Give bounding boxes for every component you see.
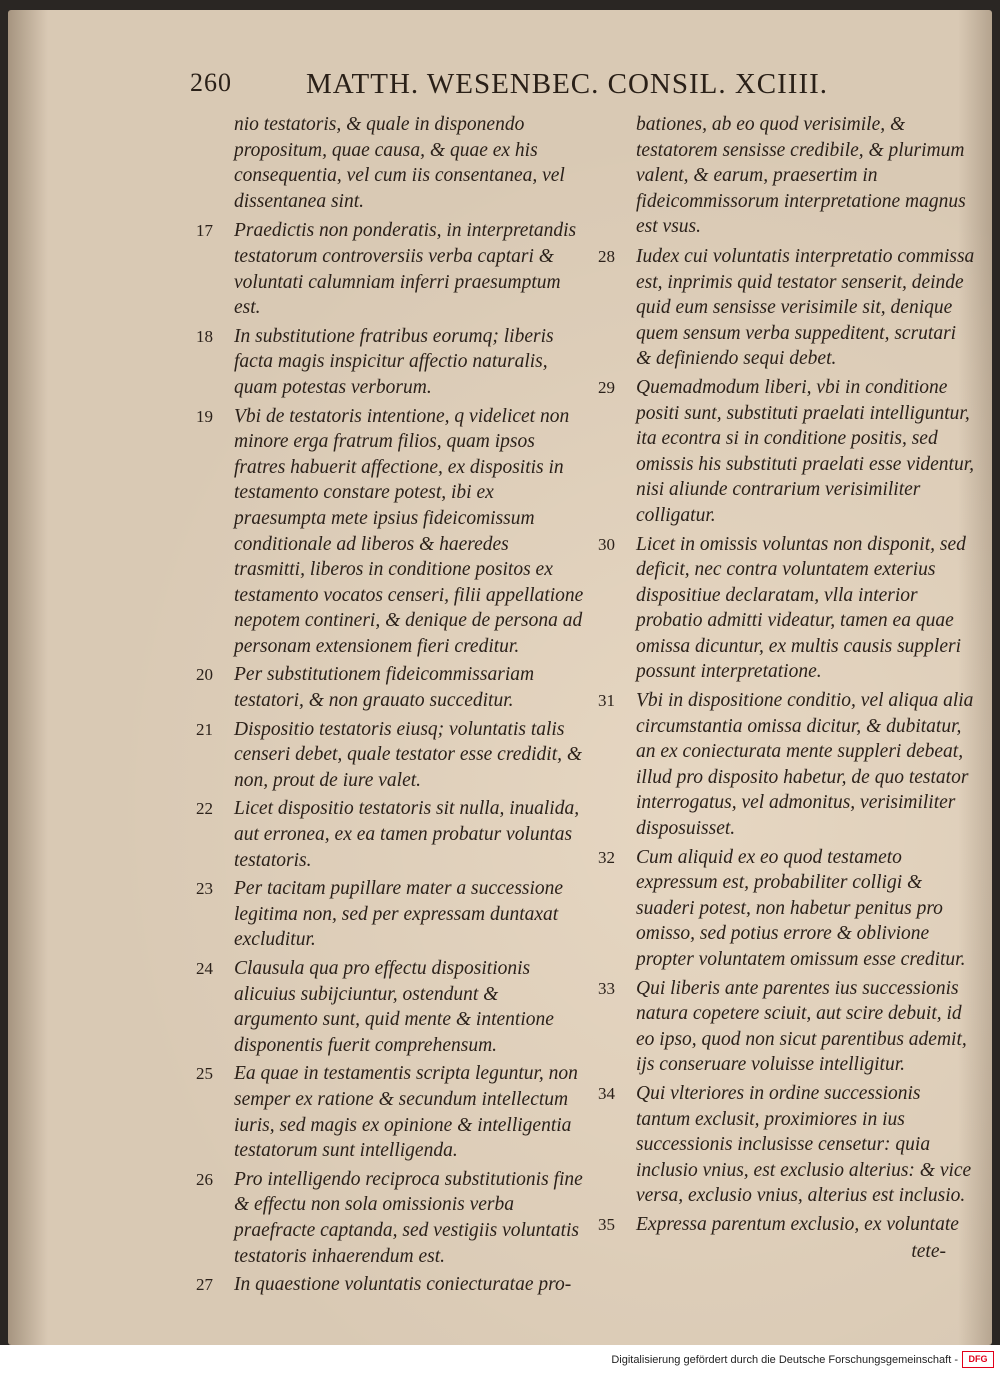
right-column <box>586 112 976 1264</box>
entry-number: 26 <box>196 1169 213 1189</box>
left-column <box>184 112 584 1301</box>
book-page <box>8 10 992 1345</box>
right-continuation: bationes, ab eo quod verisimile, & testatorem sensisse credibile, & plurimum valent, & earum, praesertim in fideicommissorum interpretatione magnus est vsus. <box>636 114 966 238</box>
entry-text: Praedictis non ponderatis, in interpretandis testatorum controversiis verba captari & voluntati calumniam inferri praesumptum est. <box>234 220 577 319</box>
running-title: MATTH. WESENBEC. CONSIL. XCIIII. <box>306 68 829 100</box>
summary-entry <box>184 1167 584 1269</box>
entry-number: 33 <box>598 978 615 998</box>
summary-entry <box>184 662 584 713</box>
entry-number: 20 <box>196 665 213 685</box>
entry-text: Cum aliquid ex eo quod testameto expressum est, probabiliter colligi & suaderi potest, non habetur penitus pro omisso, sed potius errore & oblivione propter voluntatem omissum esse creditur. <box>636 846 966 970</box>
summary-entry <box>586 532 976 686</box>
entry-text: Vbi de testatoris intentione, q videlicet non minore erga fratrum filios, quam ipsos fratres habuerit affectione, ex dispositis in testamento constare potest, ibi ex praesumpta mete ipsius fideicomissum conditionale ad liberos & haeredes trasmitti, liberos in conditione positos ex testamento vocatos censeri, filii appellatione nepotem contineri, & denique de persona ad personam extensionem fieri creditur. <box>234 405 584 657</box>
entry-number: 25 <box>196 1064 213 1084</box>
entry-text: Vbi in dispositione conditio, vel aliqua alia circumstantia omissa dicitur, & dubitatur, an ex coniecturata mente suppleri debeat, illud pro disposito habetur, de quo testator interrogatus, vel admonitus, verisimiliter disposuisset. <box>636 690 974 840</box>
entry-text: Licet in omissis voluntas non disponit, sed deficit, nec contra voluntatem exterius dispositiue declaratam, vlla interior probatio admitti videatur, tamen ea quae omissa dicuntur, ex multis causis suppleri possunt interpretatione. <box>636 533 966 683</box>
entry-text: Qui liberis ante parentes ius successionis natura copetere sciuit, aut scire debuit, id eo ipso, quod non sicut parentibus ademit, ijs conseruare voluisse intelligitur. <box>636 977 967 1076</box>
page-number: 260 <box>190 68 232 97</box>
summary-entry <box>586 976 976 1078</box>
entry-text: Clausula qua pro effectu dispositionis alicuius subijciuntur, ostendunt & argumento sunt, quid mente & intentione disponentis fuerit comprehensum. <box>234 958 554 1056</box>
digitization-footer <box>0 1345 1000 1376</box>
entry-text: Licet dispositio testatoris sit nulla, inualida, aut erronea, ex ea tamen probatur voluntas testatoris. <box>234 798 580 871</box>
summary-entry <box>184 404 584 660</box>
entry-number: 28 <box>598 246 615 266</box>
entry-number: 19 <box>196 406 213 426</box>
summary-entry <box>184 796 584 873</box>
entry-number: 22 <box>196 799 213 819</box>
entry-number: 30 <box>598 534 615 554</box>
summary-entry <box>586 1081 976 1209</box>
summary-entry <box>184 717 584 794</box>
entry-text: In quaestione voluntatis coniecturatae pro- <box>234 1274 572 1296</box>
entry-text: Dispositio testatoris eiusq; voluntatis talis censeri debet, quale testator esse credidit, & non, prout de iure valet. <box>234 718 583 791</box>
entry-text: Per tacitam pupillare mater a successione legitima non, sed per expressam duntaxat excluditur. <box>234 878 564 951</box>
dfg-logo: DFG <box>962 1351 994 1368</box>
summary-entry <box>586 244 976 372</box>
funding-note: Digitalisierung gefördert durch die Deutsche Forschungsgemeinschaft - <box>611 1354 958 1366</box>
entry-text: Ea quae in testamentis scripta leguntur, non semper ex ratione & secundum intellectum iuris, sed magis ex opinione & intelligentia testatorum sunt intelligenda. <box>234 1063 578 1162</box>
entry-text: In substitutione fratribus eorumq; liberis facta magis inspicitur affectio naturalis, quam potestas verborum. <box>234 325 554 398</box>
catchword: tete- <box>911 1240 946 1262</box>
entry-number: 31 <box>598 691 615 711</box>
entry-text: Quemadmodum liberi, vbi in conditione positi sunt, substituti praelati intelliguntur, ita econtra si in conditione positis, sed omissis his substituti praelati esse videntur, nisi aliunde contrarium verisimiliter colligatur. <box>636 376 975 526</box>
entry-number: 29 <box>598 377 615 397</box>
entry-number: 21 <box>196 719 213 739</box>
entry-number: 18 <box>196 326 213 346</box>
entry-number: 24 <box>196 959 213 978</box>
entry-number: 32 <box>598 847 615 867</box>
summary-entry <box>184 324 584 401</box>
entry-text: Per substitutionem fideicommissariam testatori, & non grauato succeditur. <box>234 664 535 712</box>
summary-entry <box>184 1272 584 1298</box>
summary-entry <box>184 1061 584 1163</box>
summary-entry <box>586 1212 976 1238</box>
summary-entry <box>184 956 584 1058</box>
left-continuation: nio testatoris, & quale in disponendo propositum, quae causa, & quae ex his consequentia, vel cum iis consentanea, vel dissentanea sint. <box>234 114 565 212</box>
entry-number: 23 <box>196 879 213 899</box>
running-header <box>190 68 932 108</box>
entry-text: Pro intelligendo reciproca substitutionis fine & effectu non sola omissionis verba praefracte captanda, sed vestigiis voluntatis testatoris inhaerendum est. <box>234 1168 583 1267</box>
summary-entry <box>586 845 976 973</box>
entry-text: Expressa parentum exclusio, ex voluntate <box>636 1213 959 1235</box>
entry-text: Qui vlteriores in ordine successionis tantum exclusit, proximiores in ius successionis inclusisse censetur: quia inclusio vnius, est exclusio alterius: & vice versa, exclusio vnius, alterius est inclusio. <box>636 1082 972 1207</box>
entry-number: 34 <box>598 1083 615 1103</box>
entry-number: 35 <box>598 1214 615 1234</box>
entry-number: 17 <box>196 221 213 241</box>
summary-entry <box>586 688 976 842</box>
summary-entry <box>184 876 584 953</box>
summary-entry <box>184 218 584 320</box>
entry-text: Iudex cui voluntatis interpretatio commissa est, inprimis quid testator senserit, deinde quid eum sensisse verisimile sit, denique quem sensum verba suppeditent, scrutari & definiendo sequi debet. <box>636 245 975 370</box>
entry-number: 27 <box>196 1275 213 1295</box>
summary-entry <box>586 375 976 529</box>
